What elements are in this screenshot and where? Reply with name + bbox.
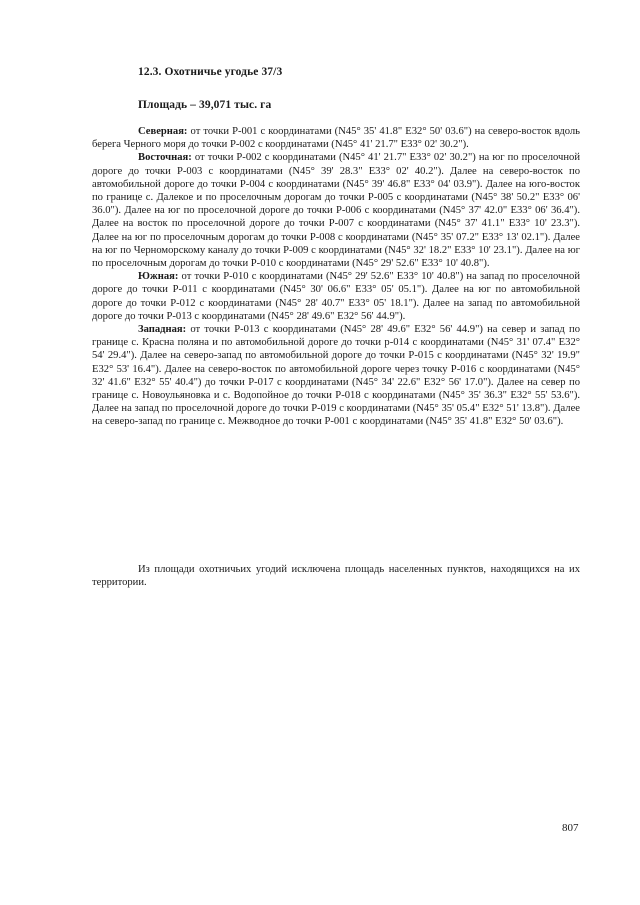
- boundary-east: [92, 151, 580, 270]
- section-title: 12.3. Охотничье угодье 37/3: [138, 66, 283, 78]
- boundary-west-text: от точки Р-013 с координатами (N45° 28' 49.6" E32° 56' 44.9") на север и запад по границе с. Красна поляна и по автомобильной дороге до точки р-014 с координатами (N45° 31' 07.4" E32° 54' 29.4"). Далее на северо-запад по автомобильной дороге до точки Р-015 с координатами (N45° 32' 19.9" E32° 53' 16.4"). Далее на северо-восток по автомобильной дороге через точку Р-016 с координатами (N45° 32' 41.6" E32° 55' 40.4") до точки Р-017 с координатами (N45° 34' 22.6" E32° 56' 17.0"). Далее на север по границе с. Новоульяновка и с. Водопойное до точки Р-018 с координатами (N45° 35' 36.3" E32° 55' 53.6"). Далее на запад по проселочной дороге до точки Р-019 с координатами (N45° 35' 05.4" E32° 51' 13.8"). Далее на северо-запад по границе с. Межводное до точки Р-001 с координатами (N45° 35' 41.8" E32° 50' 03.6").: [92, 324, 580, 428]
- exclusion-note: Из площади охотничьих угодий исключена площадь населенных пунктов, находящихся на их территории.: [92, 564, 580, 589]
- boundary-south: [92, 270, 580, 323]
- area-line: Площадь – 39,071 тыс. га: [138, 99, 272, 111]
- boundary-descriptions: [92, 125, 580, 429]
- boundary-north-label: Северная:: [138, 126, 188, 137]
- boundary-north: [92, 125, 580, 151]
- boundary-west: [92, 323, 580, 429]
- boundary-south-text: от точки Р-010 с координатами (N45° 29' 52.6" E33° 10' 40.8") на запад по проселочной дороге до точки Р-011 с координатами (N45° 30' 06.6" E33° 05' 05.1"). Далее на юг по автомобильной дороге до точки Р-012 с координатами (N45° 28' 40.7" E33° 05' 18.1"). Далее на запад по автомобильной дороге до точки Р-013 с координатами (N45° 28' 49.6" E32° 56' 44.9").: [92, 271, 580, 322]
- boundary-west-label: Западная:: [138, 324, 187, 336]
- exclusion-note-block: [92, 563, 580, 589]
- page-number: 807: [562, 822, 579, 834]
- boundary-south-label: Южная:: [138, 271, 179, 283]
- boundary-east-label: Восточная:: [138, 152, 192, 164]
- boundary-north-text: от точки Р-001 с координатами (N45° 35' 41.8" E32° 50' 03.6") на северо-восток вдоль берега Черного моря до точки Р-002 с координатами (N45° 41' 21.7" E33° 02' 30.2").: [92, 126, 580, 151]
- boundary-east-text: от точки Р-002 с координатами (N45° 41' 21.7" E33° 02' 30.2") на юг по проселочной дороге до точки Р-003 с координатами (N45° 39' 28.3" E33° 02' 40.2"). Далее на северо-восток по автомобильной дороге до точки Р-004 с координатами (N45° 39' 46.8" E33° 04' 03.9"). Далее на юго-восток по границе с. Далекое и по проселочным дорогам до точки Р-005 с координатами (N45° 38' 50.2" E33° 06' 36.0"). Далее на юг по проселочной дороге до точки Р-006 с координатами (N45° 37' 42.0" E33° 06' 36.4"). Далее на восток по проселочной дороге до точки Р-007 с координатами (N45° 37' 41.1" E33° 10' 23.3"). Далее на юг по проселочным дорогам до точки Р-008 с координатами (N45° 35' 07.2" E33° 13' 02.1"). Далее на юг по Черноморскому каналу до точки Р-009 с координатами (N45° 32' 18.2" E33° 10' 23.1"). Далее на юг по проселочным дорогам до точки Р-010 с координатами (N45° 29' 52.6" E33° 10' 40.8").: [92, 152, 580, 270]
